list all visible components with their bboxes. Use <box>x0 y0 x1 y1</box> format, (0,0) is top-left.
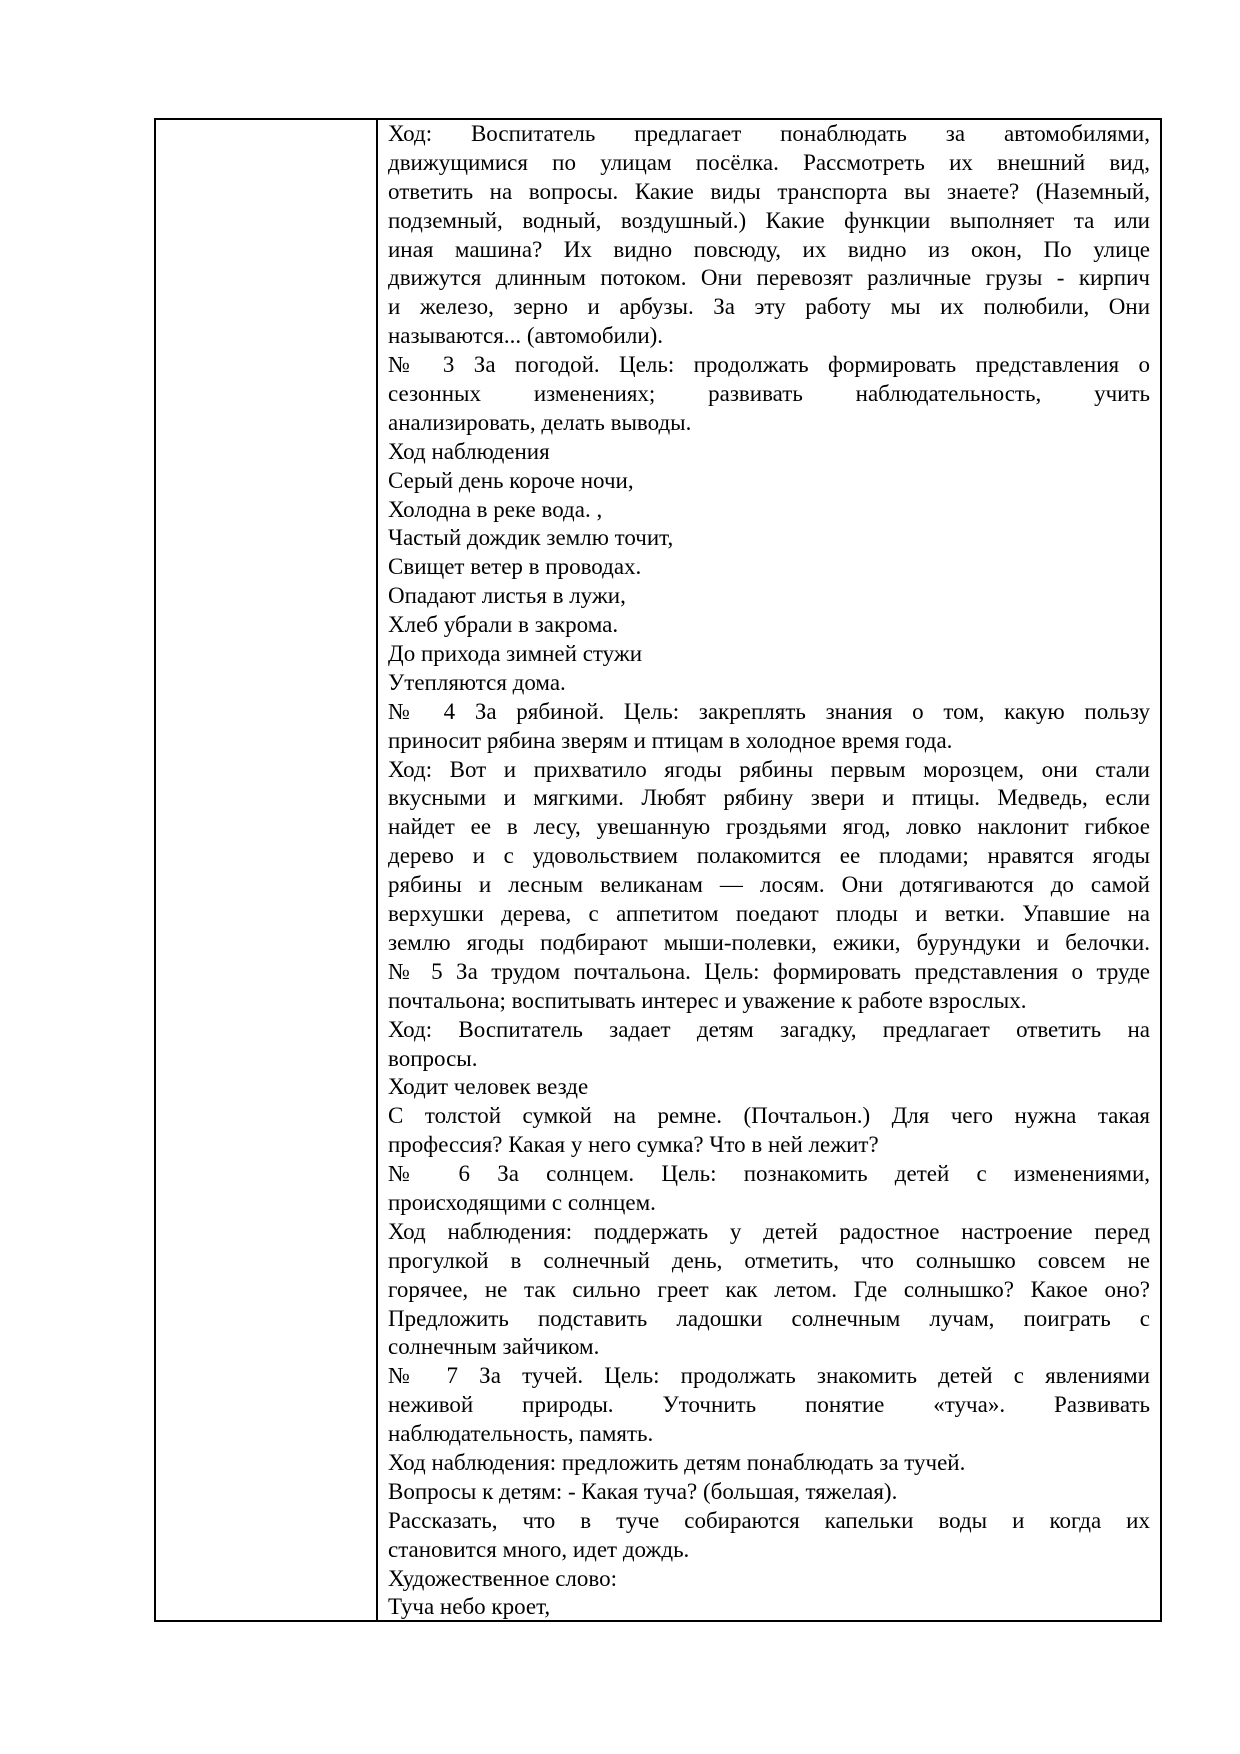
text-line: происходящими с солнцем. <box>388 1189 656 1215</box>
text-line: движутся длинным потоком. Они перевозят различные грузы - кирпич <box>388 265 1150 291</box>
text-line: Ход: Воспитатель предлагает понаблюдать за автомобилями, <box>388 121 1150 146</box>
text-line: Свищет ветер в проводах. <box>388 554 642 580</box>
text-line: горячее, не так сильно греет как летом. Где солнышко? Какое оно? <box>388 1276 1150 1302</box>
text-line: дерево и с удовольствием полакомится ее плодами; нравятся ягоды <box>388 843 1150 869</box>
text-line: верхушки дерева, с аппетитом поедают плоды и ветки. Упавшие на <box>388 901 1150 927</box>
text-line: наблюдательность, память. <box>388 1421 654 1447</box>
text-line: Ход наблюдения: поддержать у детей радостное настроение перед <box>388 1218 1150 1244</box>
text-line: найдет ее в лесу, увешанную гроздьями ягод, ловко наклонит гибкое <box>388 814 1150 840</box>
table-right-cell <box>378 120 1160 1620</box>
text-line: № 7 За тучей. Цель: продолжать знакомить детей с явлениями <box>388 1363 1150 1389</box>
text-line: С толстой сумкой на ремне. (Почтальон.) Для чего нужна такая <box>388 1103 1150 1129</box>
text-line: иная машина? Их видно повсюду, их видно из окон, По улице <box>388 236 1150 262</box>
text-line: неживой природы. Уточнить понятие «туча». Развивать <box>388 1392 1150 1418</box>
text-line: Ход: Вот и прихватило ягоды рябины первым морозцем, они стали <box>388 756 1150 782</box>
text-line: подземный, водный, воздушный.) Какие функции выполняет та или <box>388 207 1150 233</box>
text-line: Ход: Воспитатель задает детям загадку, предлагает ответить на <box>388 1016 1150 1042</box>
text-line: становится много, идет дождь. <box>388 1536 690 1562</box>
table-left-cell <box>156 120 378 1620</box>
text-line: Вопросы к детям: - Какая туча? (большая, тяжелая). <box>388 1478 898 1504</box>
text-line: Предложить подставить ладошки солнечным лучам, поиграть с <box>388 1305 1150 1331</box>
text-line: Хлеб убрали в закрома. <box>388 612 619 638</box>
text-line: № 3 За погодой. Цель: продолжать формировать представления о <box>388 352 1150 378</box>
text-line: приносит рябина зверям и птицам в холодное время года. <box>388 727 953 753</box>
text-line: Утепляются дома. <box>388 669 566 695</box>
text-line: Серый день короче ночи, <box>388 467 634 493</box>
text-line: анализировать, делать выводы. <box>388 409 692 435</box>
text-line: прогулкой в солнечный день, отметить, что солнышко совсем не <box>388 1247 1150 1273</box>
text-line: профессия? Какая у него сумка? Что в ней лежит? <box>388 1132 879 1158</box>
text-line: вкусными и мягкими. Любят рябину звери и птицы. Медведь, если <box>388 785 1150 811</box>
text-line: Холодна в реке вода. , <box>388 496 603 522</box>
text-line: сезонных изменениях; развивать наблюдательность, учить <box>388 381 1150 407</box>
text-line: Опадают листья в лужи, <box>388 583 626 609</box>
document-table <box>154 118 1162 1622</box>
text-line: Ходит человек везде <box>388 1074 589 1100</box>
text-line: До прихода зимней стужи <box>388 641 643 667</box>
text-line: землю ягоды подбирают мыши-полевки, ежики, бурундуки и белочки. <box>388 929 1150 955</box>
text-line: № 6 За солнцем. Цель: познакомить детей с изменениями, <box>388 1161 1150 1187</box>
text-line: почтальона; воспитывать интерес и уважение к работе взрослых. <box>388 987 1027 1013</box>
text-line: Художественное слово: <box>388 1565 617 1591</box>
text-line: Частый дождик землю точит, <box>388 525 674 551</box>
text-line: рябины и лесным великанам — лосям. Они дотягиваются до самой <box>388 872 1150 898</box>
text-line: Ход наблюдения <box>388 438 550 464</box>
text-line: и железо, зерно и арбузы. За эту работу мы их полюбили, Они <box>388 294 1150 320</box>
text-line: вопросы. <box>388 1045 478 1071</box>
text-line: № 5 За трудом почтальона. Цель: формировать представления о труде <box>388 958 1150 984</box>
text-line: Туча небо кроет, <box>388 1594 551 1620</box>
text-line: движущимися по улицам посёлка. Рассмотреть их внешний вид, <box>388 149 1150 175</box>
text-line: Рассказать, что в туче собираются капельки воды и когда их <box>388 1507 1150 1533</box>
text-line: называются... (автомобили). <box>388 323 664 349</box>
text-line: солнечным зайчиком. <box>388 1334 600 1360</box>
text-line: ответить на вопросы. Какие виды транспорта вы знаете? (Наземный, <box>388 178 1150 204</box>
text-line: Ход наблюдения: предложить детям понаблюдать за тучей. <box>388 1449 966 1475</box>
text-line: № 4 За рябиной. Цель: закреплять знания о том, какую пользу <box>388 698 1150 724</box>
